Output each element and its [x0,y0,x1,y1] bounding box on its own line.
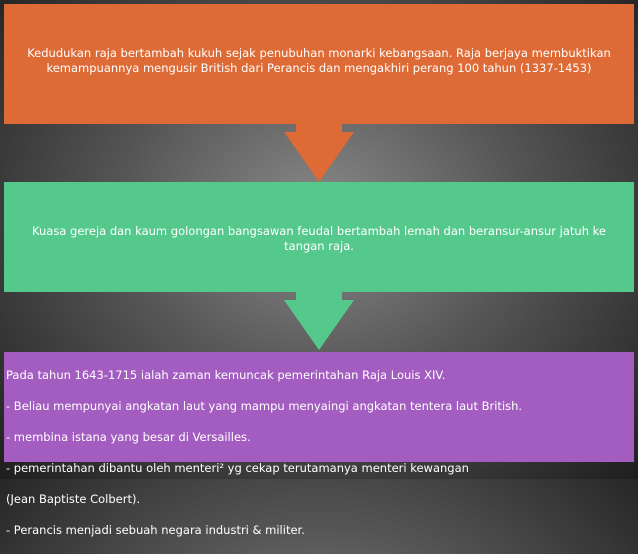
louis-line-3: - membina istana yang besar di Versailles. [6,429,251,444]
louis-line-4: - pemerintahan dibantu oleh menteri² yg cekap terutamanya menteri kewangan [6,460,469,475]
block-national-monarchy-text: Kedudukan raja bertambah kukuh sejak penubuhan monarki kebangsaan. Raja berjaya membuktikan kemampuannya mengusir British dari Perancis dan mengakhiri perang 100 tahun (1337-1453) [27,46,611,75]
block-national-monarchy-shape [4,4,634,184]
block-church-nobility-text: Kuasa gereja dan kaum golongan bangsawan feudal bertambah lemah dan beransur-ansur jatuh ke tangan raja. [32,224,606,253]
louis-line-5: (Jean Baptiste Colbert). [6,491,141,506]
louis-line-6: - Perancis menjadi sebuah negara industri & militer. [6,522,305,537]
block-national-monarchy [4,4,634,124]
block-church-nobility [4,182,634,292]
louis-line-2: - Beliau mempunyai angkatan laut yang mampu menyaingi angkatan tentera laut British. [6,398,523,413]
block-louis-xiv [4,352,634,537]
block-louis-xiv-text [6,352,522,554]
block-church-nobility-shape [4,182,634,352]
louis-line-1: Pada tahun 1643-1715 ialah zaman kemuncak pemerintahan Raja Louis XIV. [6,367,446,382]
